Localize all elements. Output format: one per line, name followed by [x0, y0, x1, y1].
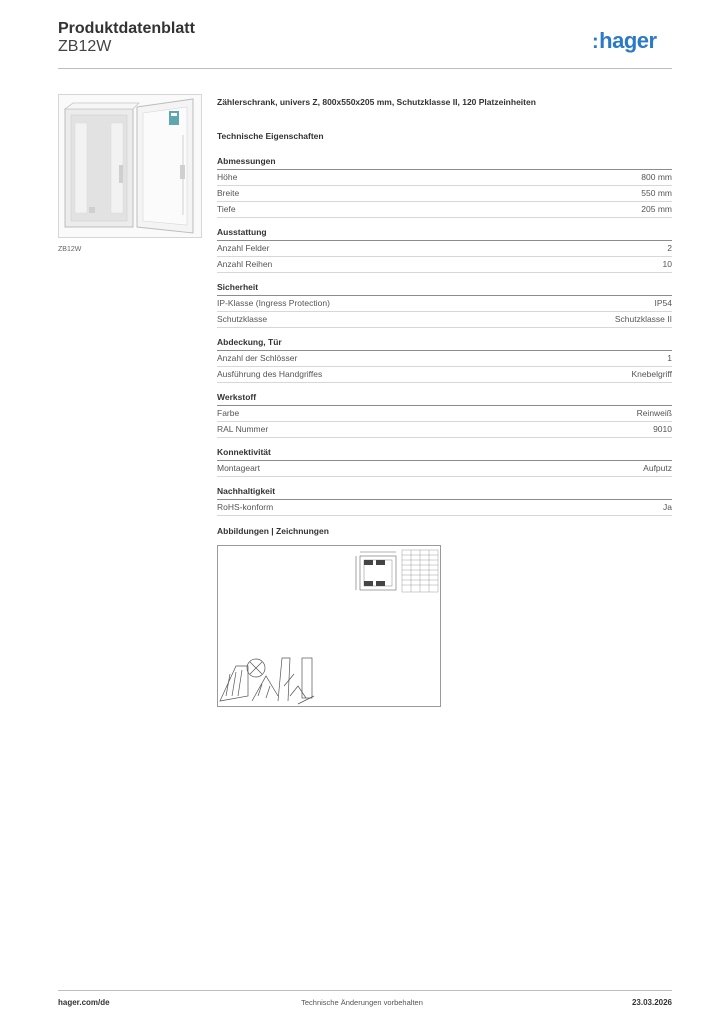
dimension-table: [402, 550, 438, 592]
spec-section-title: Abdeckung, Tür: [217, 337, 672, 351]
spec-label: Farbe: [217, 408, 240, 418]
spec-label: Ausführung des Handgriffes: [217, 369, 323, 379]
spec-row: [217, 202, 672, 218]
footer-date: 23.03.2026: [631, 998, 672, 1007]
installation-sketches: [220, 658, 314, 704]
spec-label: Höhe: [217, 172, 238, 182]
product-code: ZB12W: [58, 38, 112, 55]
logo-dots: :: [592, 31, 599, 53]
spec-section-title: Werkstoff: [217, 392, 672, 406]
spec-row: [217, 241, 672, 257]
footer-divider: [58, 990, 672, 991]
spec-value: Schutzklasse II: [614, 314, 672, 324]
spec-row: [217, 461, 672, 477]
spec-label: Anzahl Reihen: [217, 259, 273, 269]
spec-row: [217, 186, 672, 202]
technical-drawings: [218, 546, 440, 706]
spec-row: [217, 351, 672, 367]
spec-value: 205 mm: [641, 204, 672, 214]
spec-row: [217, 406, 672, 422]
dimension-drawing: [356, 552, 396, 590]
spec-label: Tiefe: [217, 204, 236, 214]
footer-website-link[interactable]: hager.com/de: [58, 998, 110, 1007]
spec-label: Anzahl der Schlösser: [217, 353, 298, 363]
spec-label: IP-Klasse (Ingress Protection): [217, 298, 330, 308]
drawings-panel: [217, 545, 441, 707]
spec-section-title: Abmessungen: [217, 156, 672, 170]
product-image-caption: ZB12W: [58, 246, 82, 253]
spec-label: Breite: [217, 188, 240, 198]
spec-row: [217, 367, 672, 383]
spec-row: [217, 500, 672, 516]
page-title: Produktdatenblatt: [58, 20, 195, 37]
spec-row: [217, 296, 672, 312]
spec-value: 9010: [653, 424, 672, 434]
spec-value: IP54: [654, 298, 672, 308]
spec-label: Montageart: [217, 463, 260, 473]
spec-section-title: Nachhaltigkeit: [217, 486, 672, 500]
logo-text: hager: [599, 28, 657, 53]
spec-value: 10: [662, 259, 672, 269]
product-image: [58, 94, 202, 238]
cabinet-illustration: [59, 95, 201, 237]
technical-properties-heading: Technische Eigenschaften: [217, 131, 324, 141]
spec-value: Ja: [663, 502, 672, 512]
spec-value: Aufputz: [643, 463, 672, 473]
spec-row: [217, 257, 672, 273]
spec-label: Schutzklasse: [217, 314, 268, 324]
spec-value: 1: [667, 353, 672, 363]
header-divider: [58, 68, 672, 69]
spec-section-title: Sicherheit: [217, 282, 672, 296]
footer-disclaimer: Technische Änderungen vorbehalten: [301, 998, 423, 1007]
spec-row: [217, 422, 672, 438]
drawings-heading: Abbildungen | Zeichnungen: [217, 526, 329, 536]
spec-section-title: Konnektivität: [217, 447, 672, 461]
spec-section-title: Ausstattung: [217, 227, 672, 241]
spec-value: 800 mm: [641, 172, 672, 182]
spec-value: 550 mm: [641, 188, 672, 198]
spec-label: RoHS-konform: [217, 502, 274, 512]
product-description: Zählerschrank, univers Z, 800x550x205 mm, Schutzklasse II, 120 Platzeinheiten: [217, 97, 536, 107]
spec-row: [217, 312, 672, 328]
spec-value: Knebelgriff: [631, 369, 672, 379]
spec-row: [217, 170, 672, 186]
spec-value: Reinweiß: [636, 408, 672, 418]
spec-label: Anzahl Felder: [217, 243, 270, 253]
hager-logo[interactable]: [592, 28, 657, 54]
spec-label: RAL Nummer: [217, 424, 269, 434]
spec-table: [217, 156, 672, 516]
spec-value: 2: [667, 243, 672, 253]
